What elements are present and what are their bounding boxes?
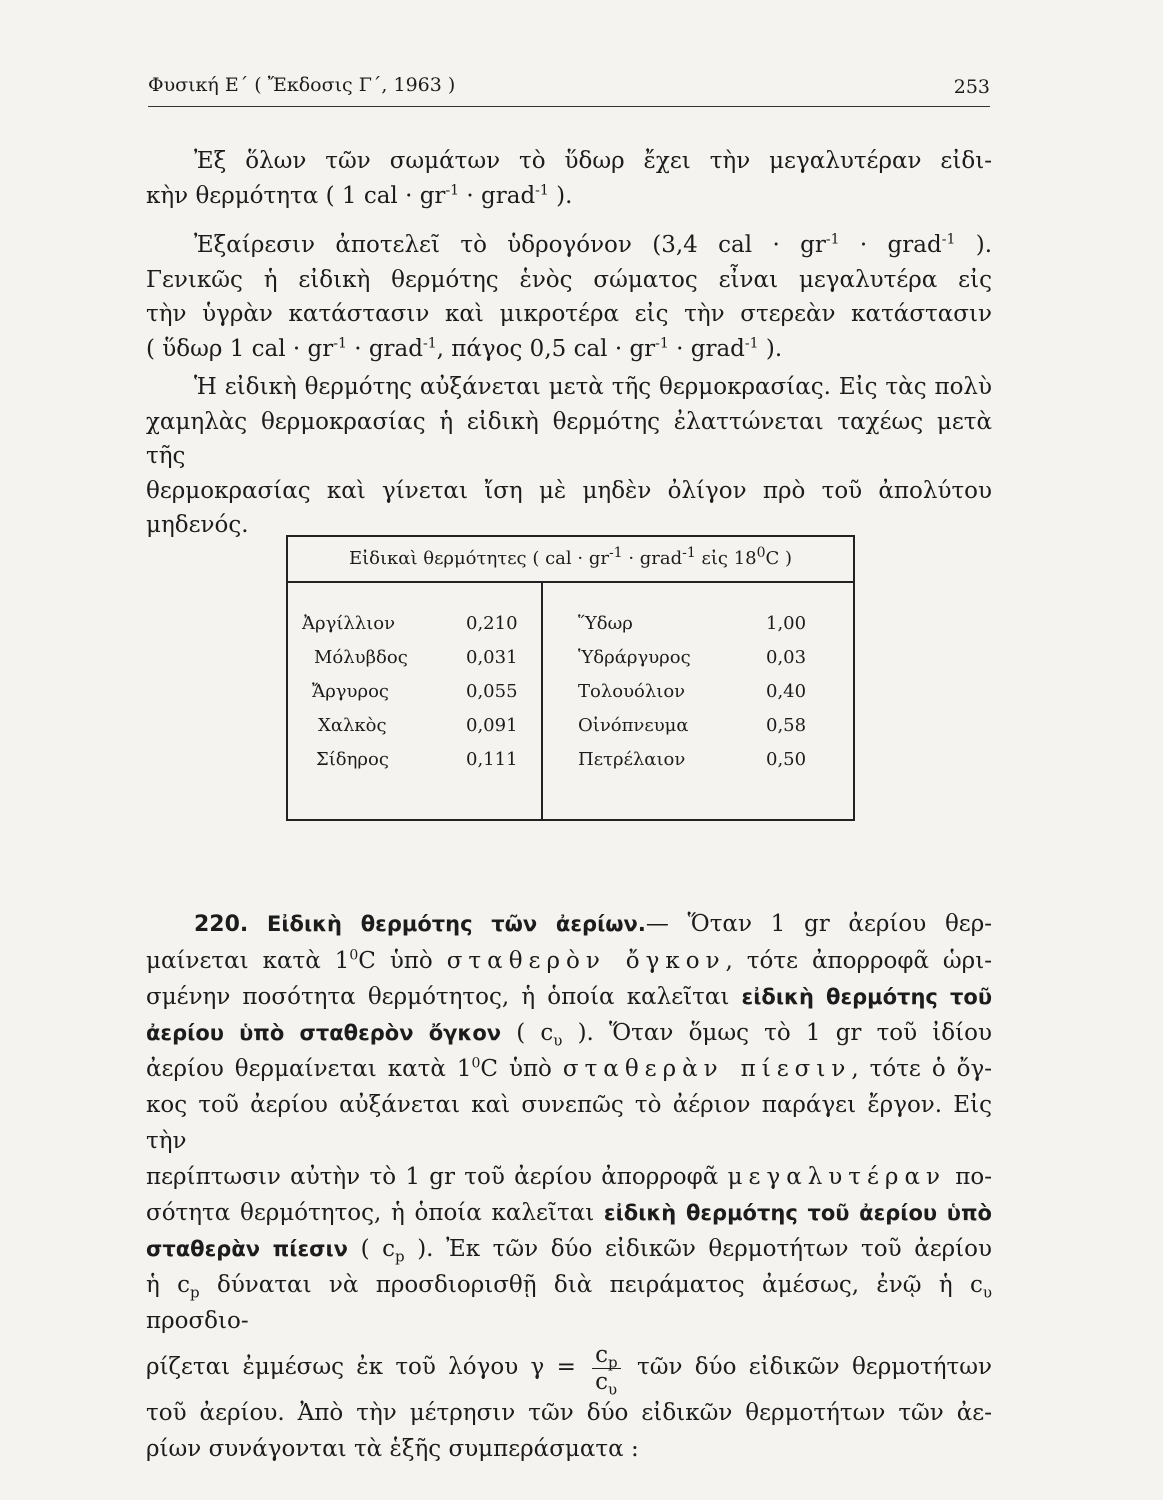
running-title: Φυσική Ε΄ ( Ἔκδοσις Γ΄, 1963 )	[148, 74, 456, 96]
table-caption: Εἰδικαὶ θερμότητες ( cal · $gr^{-1}$ · grad$^{-1}$ εἰς $18^0C$ )	[288, 537, 853, 583]
specific-heat-value: 0,111	[466, 749, 518, 770]
table-row	[288, 675, 853, 709]
text-line: τὴν ὑγρὰν κατάστασιν καὶ μικροτέρα εἰς τὴν στερεὰν κατάστασιν	[146, 301, 992, 327]
table-row	[288, 641, 853, 675]
text-line: μαίνεται κατὰ $1^0C$ ὑπὸ σταθερὸν ὄγκον, τότε ἀπορροφᾶ ὡρι-	[146, 947, 992, 974]
running-header	[148, 72, 990, 107]
text-line: τοῦ ἀερίου. Ἀπὸ τὴν μέτρησιν τῶν δύο εἰδικῶν θερμοτήτων τῶν ἀε-	[146, 1400, 992, 1426]
text-line: ( ὕδωρ 1 cal · $gr^{-1}$ · grad$^{-1}$, πάγος 0,5 cal · $gr^{-1}$ · grad$^{-1}$ ).	[146, 334, 783, 362]
specific-heat-value: 0,58	[766, 715, 807, 736]
page-number: 253	[953, 76, 990, 98]
text-line: σμένην ποσότητα θερμότητος, ἡ ὁποία καλεῖται εἰδικὴ θερμότης τοῦ	[146, 984, 992, 1010]
text-line: σότητα θερμότητος, ἡ ὁποία καλεῖται εἰδικὴ θερμότης τοῦ ἀερίου ὑπὸ	[146, 1200, 992, 1226]
text-line: Ἐξαίρεσιν ἀποτελεῖ τὸ ὑδρογόνον (3,4 cal · $gr^{-1}$ · grad$^{-1}$ ).	[194, 231, 993, 258]
paragraph-water-specific-heat	[146, 144, 992, 213]
substance-name: Ὕδωρ	[578, 613, 633, 634]
text-line: κὴν θερμότητα ( 1 cal · $gr^{-1}$ · grad$^{-1}$ ).	[146, 181, 573, 209]
section-title: Εἰδικὴ θερμότης τῶν ἀερίων.	[267, 912, 646, 936]
text-line: ρίων συνάγονται τὰ ἑξῆς συμπεράσματα :	[146, 1436, 639, 1462]
section-heading-line: 220. Εἰδικὴ θερμότης τῶν ἀερίων.— Ὅταν 1 gr ἀερίου θερ-	[194, 911, 993, 937]
paragraph-temperature-dependence	[146, 370, 992, 543]
text-line: ἀερίου θερμαίνεται κατὰ $1^0C$ ὑπὸ σταθερὰν πίεσιν, τότε ὁ ὄγ-	[146, 1055, 992, 1082]
substance-name: Μόλυβδος	[314, 647, 408, 668]
gamma-ratio-fraction: $\frac{c_p}{c_\upsilon}$	[592, 1342, 621, 1395]
substance-name: Τολουόλιον	[578, 681, 686, 702]
table-row	[288, 607, 853, 641]
specific-heat-value: 0,055	[466, 681, 518, 702]
text-line: Ἐξ ὅλων τῶν σωμάτων τὸ ὕδωρ ἔχει τὴν μεγαλυτέραν εἰδι-	[194, 148, 992, 174]
text-line-with-fraction: ρίζεται ἐμμέσως ἐκ τοῦ λόγου γ = $\frac{c_p}{c_\upsilon}$ τῶν δύο εἰδικῶν θερμοτήτων	[146, 1341, 992, 1399]
table-row	[288, 709, 853, 743]
text-line: κος τοῦ ἀερίου αὐξάνεται καὶ συνεπῶς τὸ ἀέριον παράγει ἔργον. Εἰς τὴν	[146, 1092, 992, 1154]
specific-heat-value: 0,091	[466, 715, 518, 736]
substance-name: Πετρέλαιον	[578, 749, 686, 770]
substance-name: Σίδηρος	[316, 749, 389, 770]
specific-heat-value: 0,40	[766, 681, 807, 702]
specific-heat-value: 1,00	[766, 613, 807, 634]
text-line: χαμηλὰς θερμοκρασίας ἡ εἰδικὴ θερμότης ἐλαττώνεται ταχέως μετὰ τῆς	[146, 408, 992, 469]
substance-name: Χαλκὸς	[318, 715, 387, 736]
section-number: 220.	[194, 912, 249, 937]
paragraph-hydrogen-exception	[146, 228, 992, 366]
text-line: σταθερὰν πίεσιν ( $c_p$ ). Ἐκ τῶν δύο εἰδικῶν θερμοτήτων τοῦ ἀερίου	[146, 1236, 993, 1266]
specific-heat-value: 0,03	[766, 647, 807, 668]
specific-heat-value: 0,50	[766, 749, 807, 770]
text-line: Ἡ εἰδικὴ θερμότης αὐξάνεται μετὰ τῆς θερμοκρασίας. Εἰς τὰς πολὺ	[194, 374, 992, 400]
specific-heat-value: 0,031	[466, 647, 518, 668]
substance-name: Ἄργυρος	[312, 681, 389, 702]
table-row	[288, 743, 853, 777]
specific-heat-value: 0,210	[466, 613, 518, 634]
substance-name: Ὑδράργυρος	[578, 647, 691, 668]
section-220	[146, 906, 992, 1467]
substance-name: Ἀργίλλιον	[302, 613, 396, 634]
text-line: ἡ $c_p$ δύναται νὰ προσδιορισθῇ διὰ πειράματος ἀμέσως, ἐνῷ ἡ $c_\upsilon$ προσδιο-	[146, 1272, 992, 1334]
specific-heat-table	[286, 535, 855, 821]
text-line: θερμοκρασίας καὶ γίνεται ἴση μὲ μηδὲν ὀλίγον πρὸ τοῦ ἀπολύτου μηδενός.	[146, 477, 992, 538]
substance-name: Οἰνόπνευμα	[578, 715, 689, 736]
text-line: ἀερίου ὑπὸ σταθερὸν ὄγκον ( $c_\upsilon$ ). Ὅταν ὅμως τὸ 1 gr τοῦ ἰδίου	[146, 1020, 992, 1050]
text-line: Γενικῶς ἡ εἰδικὴ θερμότης ἑνὸς σώματος εἶναι μεγαλυτέρα εἰς	[146, 266, 992, 293]
text-line: περίπτωσιν αὐτὴν τὸ 1 gr τοῦ ἀερίου ἀπορροφᾶ μεγαλυτέραν πο-	[146, 1164, 993, 1190]
